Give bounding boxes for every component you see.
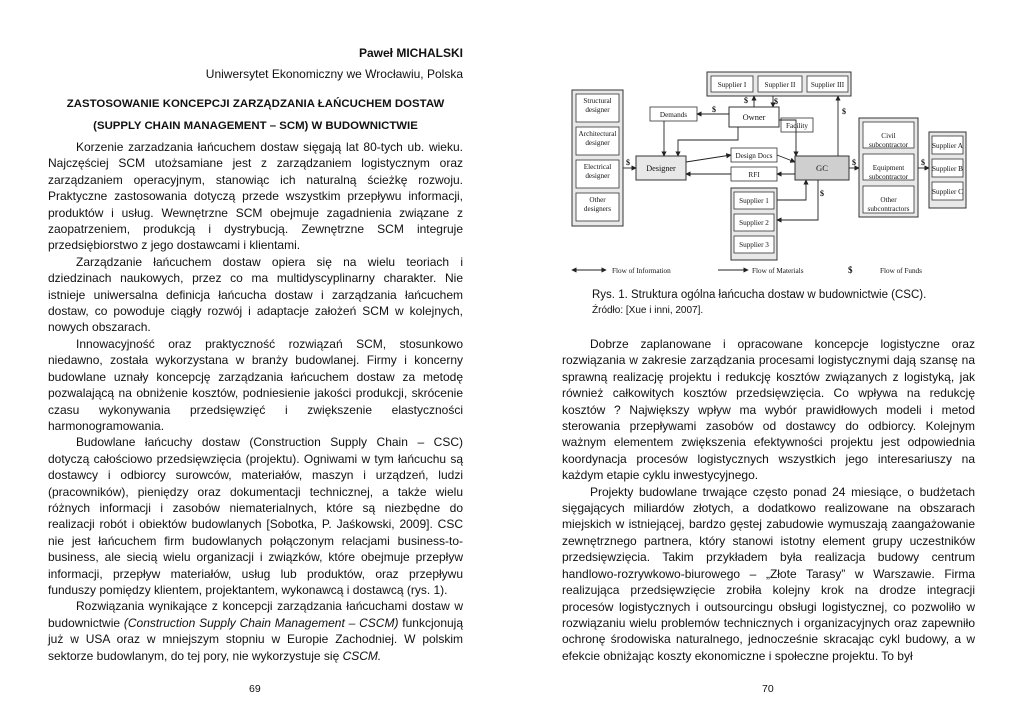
figure-source: Źródło: [Xue i inni, 2007]. [592, 305, 704, 316]
docs-to-gc-arrow [777, 155, 795, 162]
structural-designer-label [583, 97, 611, 114]
paper-title-line-1: ZASTOSOWANIE KONCEPCJI ZARZĄDZANIA ŁAŃCUCHEM DOSTAW [66, 98, 445, 110]
rfi-label: RFI [748, 171, 760, 179]
paragraph-text: Rozwiązania wynikające z koncepcji zarządzania łańcuchami dostaw w budownictwie [48, 599, 463, 630]
gc-label: GC [816, 163, 828, 173]
left-body-text [48, 139, 463, 664]
page-number: 70 [762, 683, 774, 695]
legend-materials-label: Flow of Materials [752, 267, 804, 275]
supplier-3-label: Supplier 3 [739, 241, 769, 249]
funds-marker: $ [774, 97, 778, 106]
funds-marker: $ [921, 158, 925, 167]
paragraph: Korzenie zarzadzania łańcuchem dostaw sięgają lat 80-tych ub. wieku. Najczęściej SCM utożsamiane jest z zarządzaniem logistycznym oraz zarządzaniem operacyjnym, stanowiąc ich naturalną ścieżkę rozwoju. Praktyczne zastosowania dotyczą przede wszystkim przepływu informacji, produktów i usług. Wewnętrzne SCM obejmuje zagadnienia związane z zaopatrzeniem, produkcją i dystrybucją. Zewnętrzne SCM integruje przedsiębiorstwo z jego dostawcami i klientami. [48, 140, 463, 253]
supplier-a-label: Supplier A [932, 142, 963, 150]
other-designers-label-line: Other [589, 196, 606, 204]
paragraph [48, 598, 463, 664]
other-subcontractors-label-line: subcontractors [867, 205, 910, 213]
funds-marker: $ [626, 158, 630, 167]
supplier-iii-label: Supplier III [810, 81, 845, 89]
other-subcontractors-label-line: Other [880, 196, 897, 204]
facility-label: Facility [786, 122, 808, 130]
right-page [512, 0, 1024, 724]
funds-marker: $ [820, 189, 824, 198]
electrical-designer-label-line: Electrical [583, 163, 612, 171]
demands-label: Demands [659, 111, 688, 119]
supply-chain-diagram [568, 70, 968, 280]
paper-title-line-2: (SUPPLY CHAIN MANAGEMENT – SCM) W BUDOWNICTWIE [93, 120, 418, 132]
legend-funds-symbol: $ [848, 265, 853, 275]
figure-caption: Rys. 1. Struktura ogólna łańcucha dostaw w budownictwie (CSC). [592, 289, 927, 301]
other-designers-label-line: designers [583, 205, 612, 213]
paragraph: Budowlane łańcuchy dostaw (Construction Supply Chain – CSC) dotyczą całościowo przedsięwzięcia (projektu). Ogniwami w tym łańcuchu są dostawcy i odbiorcy surowców, materiałów, maszyn i urządzeń, ludzi (pracowników), pieniędzy oraz dokumentacji technicznej, a także wielu różnych informacji i zasobów niematerialnych, które są niezbędne do realizacji robót i obiektów budowlanych [Sobotka, P. Jaśkowski, 2009]. CSC nie jest łańcuchem firm budowlanych połączonym relacjami business-to-business, ale siecią wielu organizacji i związków, które obejmuje przepływ informacji, przepływ materiałów, usług lub produktów, oraz przepływu funduszy pomiędzy klientem, projektantem, wykonawcą i dostawcą (rys. 1). [48, 435, 463, 597]
paragraph: Innowacyjność oraz praktyczność rozwiązań SCM, stosunkowo niedawno, została wykorzystana w branży budowlanej. Firmy i koncerny budowlane uznały koncepcję zarządzania łańcuchem dostaw za metodę pozwalającą na obniżenie kosztów, podniesienie jakości produkcji, skrócenie czasu wykonywania przedsięwzięć i zwiększenie elastyczności harmonogramowania. [48, 336, 463, 433]
bottom-suppliers-to-gc-arrow [777, 180, 806, 200]
civil-subcontractor-label-line: subcontractor [868, 141, 909, 149]
supplier-b-label: Supplier B [932, 165, 963, 173]
paragraph: Dobrze zaplanowane i opracowane koncepcje logistyczne oraz rozwiązania w zakresie zarządzania procesami logistycznymi dają szansę na sprawną realizację projektu i redukcję kosztów związanych z logistyką, jak również całkowitych kosztów przedsięwzięcia. Co wpływa na redukcję kosztów ? Największy wpływ ma wybór prawidłowych modeli i metod sterowania przepływami zasobów od dostawcy do odbiorcy. Kolejnym ważnym elementem zwiększenia efektywności projektu jest odpowiednia koordynacja procesów logistycznych wszystkich jego interesariuszy na każdym etapie cyklu inwestycyjnego. [562, 337, 975, 483]
designer-to-docs-arrow [686, 155, 731, 162]
funds-marker: $ [842, 107, 846, 116]
supplier-i-label: Supplier I [717, 81, 747, 89]
equipment-subcontractor-label [869, 164, 909, 181]
author-name: Paweł MICHALSKI [358, 46, 463, 60]
funds-marker: $ [712, 105, 716, 114]
civil-subcontractor-label-line: Civil [881, 132, 896, 140]
equipment-subcontractor-label-line: subcontractor [868, 173, 909, 181]
supplier-ii-label: Supplier II [764, 81, 796, 89]
design-docs-label: Design Docs [735, 152, 773, 160]
architectural-designer-label-line: designer [585, 139, 610, 147]
electrical-designer-label-line: designer [585, 172, 610, 180]
paragraph-text: funkcjonują już w USA oraz w mniejszym stopniu w Europie Zachodniej. W polskim sektorze budowlanym, do tej pory, nie wykorzystuje się [48, 615, 464, 663]
right-body-text [562, 336, 975, 664]
funds-marker: $ [744, 96, 748, 105]
supplier-2-label: Supplier 2 [739, 219, 769, 227]
designer-label: Designer [646, 164, 676, 173]
equipment-subcontractor-label-line: Equipment [872, 164, 905, 172]
structural-designer-label-line: designer [585, 106, 610, 114]
legend-funds-label: Flow of Funds [880, 267, 922, 275]
funds-marker: $ [852, 158, 856, 167]
owner-to-designer-arrow [678, 127, 738, 156]
supplier-c-label: Supplier C [932, 188, 963, 196]
electrical-designer-label [584, 163, 612, 180]
page-number: 69 [249, 683, 261, 695]
paragraph: Projekty budowlane trwające często ponad 24 miesiące, o budżetach sięgających miliardów złotych, a dodatkowo realizowane na obszarach miejskich w istniejącej, bardzo gęstej zabudowie wymuszają zaangażowanie zewnętrznego partnera, który stanowi istotny element grupy uczestników przedsięwzięcia. Takim przykładem była realizacja budowy centrum handlowo-rozrywkowo-biurowego – „Złote Tarasy” w Warszawie. Firma realizująca przedsięwzięcie zrobiła kolejny krok na drodze integracji procesów logistycznych i outsourcingu obsługi logistycznej, co pozwoliło w rozwiązaniu wielu problemów technicznych i organizacyjnych oraz zapewniło ochronę środowiska naturalnego, jednocześnie skracając cykl budowy, a w efekcie obniżając koszty ekonomiczne i społeczne projektu. To był [562, 484, 975, 663]
paragraph-emphasis: (Construction Supply Chain Management – CSCM) [123, 615, 399, 630]
structural-designer-label-line: Structural [583, 97, 612, 105]
supplier-1-label: Supplier 1 [739, 197, 769, 205]
legend-information-label: Flow of Information [612, 267, 671, 275]
author-affiliation: Uniwersytet Ekonomiczny we Wrocławiu, Polska [205, 67, 463, 81]
owner-label: Owner [742, 113, 766, 122]
paragraph: Zarządzanie łańcuchem dostaw opiera się na wielu teoriach i dziedzinach naukowych, przez co ma multidyscyplinarny charakter. Nie istnieje uniwersalna definicja łańcucha dostaw i zarządzania łańcuchem dostaw, co powoduje ciągły rozwój i adaptacje założeń SCM w kolejnych, nowych obszarach. [48, 254, 463, 335]
architectural-designer-label-line: Architectural [578, 130, 617, 138]
paragraph-emphasis: CSCM. [342, 648, 382, 663]
